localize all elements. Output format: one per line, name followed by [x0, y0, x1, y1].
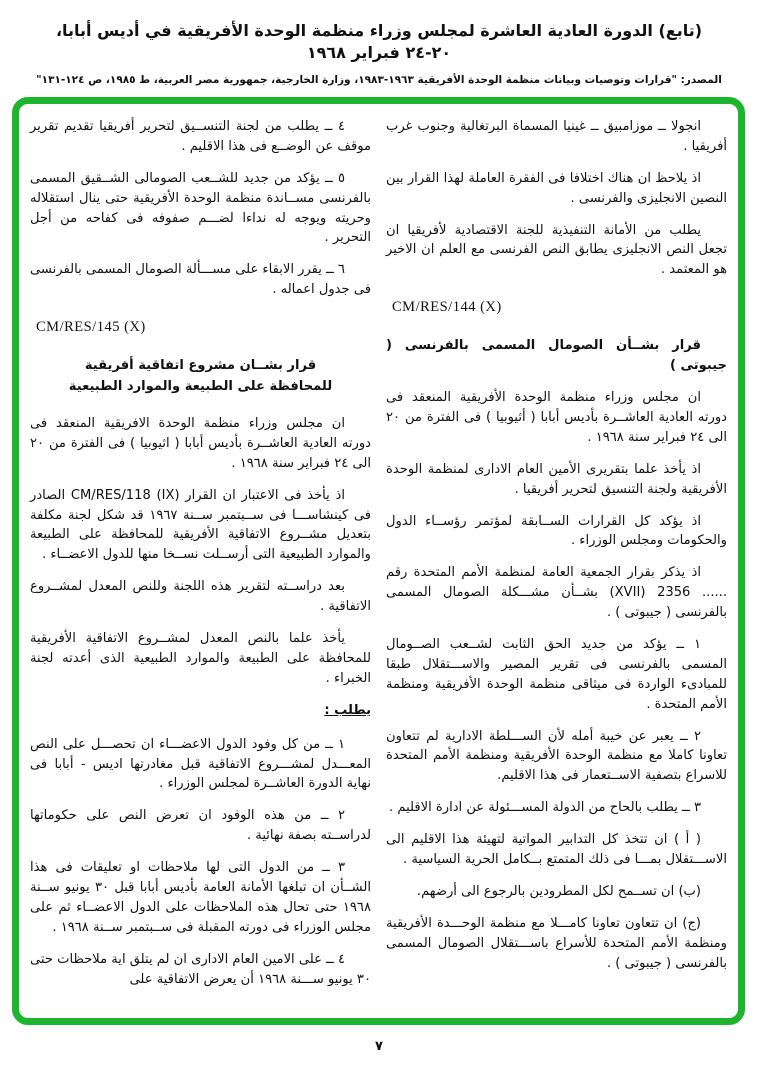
left-column [30, 117, 371, 1008]
paragraph-recalling-un-resolution: اذ يذكر بقرار الجمعية العامة لمنظمة الأمم المتحدة رقم ...... 2356 (XVII) بشــأن مشـــكلة الصومال المسمى بالفرنسى ( جيبوتى ) . [386, 565, 727, 621]
request-item-4: ٤ ــ على الامين العام الادارى ان لم يتلق اية ملاحظات حتى ٣٠ يونيو ســـنة ١٩٦٨ أن يعرض الاتفاقية على [30, 951, 371, 987]
resolution-title-145-line2: للمحافظة على الطبيعة والموارد الطبيعية [68, 379, 333, 395]
resolution-title-145-line1: قرار بشــان مشروع اتفاقية أفريقية [84, 358, 317, 374]
resolution-title-145 [30, 356, 371, 398]
list-item-4: ٤ ــ يطلب من لجنة التنســيق لتحرير أفريقيا تقديم تقرير موقف عن الوضــع فى هذا الاقليم . [30, 119, 371, 154]
resolution-title-144: قرار بشــأن الصومال المسمى بالفرنسى ( جيبوتى ) [386, 338, 727, 374]
list-item-1: ١ ــ يؤكد من جديد الحق الثابت لشــعب الصــومال المسمى بالفرنسى فى تقرير المصير والاســـتقلال طبقا للمبادىء الواردة فى ميثاقى منظمة الوحدة الأفريقية ومنظمة الأمم المتحدة . [386, 636, 727, 712]
page-footer [0, 1035, 758, 1054]
list-item-3b: (ب) ان تســمح لكل المطرودين بالرجوع الى أرضهم. [416, 883, 701, 899]
page-title: (تابع) الدورة العادية العاشرة لمجلس وزراء منظمة الوحدة الأفريقية في أديس أبابا، ٢٠-٢٤ فبراير ١٩٦٨ [55, 21, 703, 63]
paragraph-considering-res-118: اذ يأخذ فى الاعتبار ان القرار CM/RES/118 (IX) الصادر فى كينشاســـا فى ســبتمبر ســنة ١٩٦٧ قد شكل لجنة مكلفة بتعديل مشــروع الاتفاقية الأفريقية للمحافظة على الطبيعة والموارد الطبيعية التى أرســلت نســخا منها للدول الاعضــاء . [30, 487, 371, 563]
source-line: المصدر: "قرارات وتوصيات وبيانات منظمة الوحدة الأفريقية ١٩٦٣-١٩٨٣، وزارة الخارجية، جمهورية مصر العربية، ط ١٩٨٥، ص ١٢٤-١٣١" [36, 73, 722, 86]
paragraph-noting-reports: اذ يأخذ علما بتقريرى الأمين العام الادارى لمنظمة الوحدة الأفريقية ولجنة التنسيق لتحرير أفريقيا . [386, 461, 727, 497]
paragraph-request-eca: يطلب من الأمانة التنفيذية للجنة الاقتصادية لأفريقيا ان تجعل النص الانجليزى يطابق النص الفرنسى مع العلم ان الاخير هو المعتمد . [386, 222, 727, 278]
requests-heading: يطلب : [324, 702, 371, 718]
request-item-2: ٢ ــ من هذه الوفود ان تعرض النص على حكوماتها لدراســته بصفة نهائية . [30, 808, 371, 844]
page-number: ٧ [375, 1039, 383, 1054]
list-item-6: ٦ ــ يقرر الابقاء على مســـألة الصومال المسمى بالفرنسى فى جدول اعماله . [30, 262, 371, 298]
request-item-3: ٣ ــ من الدول التى لها ملاحظات او تعليقات فى هذا الشــأن ان تبلغها الأمانة العامة بأديس أبابا قبل ٣٠ يونيو ســنة ١٩٦٨ حتى تحال هذه الملاحظات على الدول الاعضــاء ثم على مجلس الوزراء فى دورته المقبلة فى ســبتمبر ســنة ١٩٦٨ . [30, 860, 371, 935]
list-item-5: ٥ ــ يؤكد من جديد للشــعب الصومالى الشــقيق المسمى بالفرنسى مســاندة منظمة الوحدة الأفريقية حتى ينال استقلاله وحريته ويوجه له نداءا لضـــم صفوفه فى كفاحه من أجل التحرير . [30, 170, 371, 246]
paragraph-council-session-2: ان مجلس وزراء منظمة الوحدة الافريقية المنعقد فى دورته العادية العاشــرة بأديس أبابا ( اثيوبيا ) فى الفترة من ٢٠ الى ٢٤ فبراير سنة ١٩٦٨ . [30, 416, 371, 471]
resolution-ref-145: CM/RES/145 (X) [36, 319, 146, 336]
paragraph-takes-note: يأخذ علما بالنص المعدل لمشــروع الاتفاقية الأفريقية للمحافظة على الطبيعة والموارد الطبيعية الذى أعدته لجنة الخبراء . [30, 631, 371, 686]
paragraph-having-studied: بعد دراســته لتقرير هذه اللجنة وللنص المعدل لمشــروع الاتفاقية . [30, 579, 371, 615]
resolution-ref-144: CM/RES/144 (X) [392, 299, 502, 316]
paragraph-affirming-resolutions: اذ يؤكد كل القرارات الســابقة لمؤتمر رؤســاء الدول والحكومات ومجلس الوزراء . [386, 513, 727, 549]
request-item-1: ١ ــ من كل وفود الدول الاعضـــاء ان تحصـــل على النص المعـــدل لمشـــروع الاتفاقية قبل مغادرتها اديس - أبابا فى نهاية الدورة العاشــرة لمجلس الوزراء . [30, 736, 371, 792]
paragraph-text-difference: اذ يلاحظ ان هناك اختلافا فى الفقرة العاملة لهذا القرار بين النصين الانجليزى والفرنسى . [386, 170, 727, 206]
right-column [386, 117, 727, 1008]
list-item-3a: ( أ ) ان تتخذ كل التدابير المواتية لتهيئة هذا الاقليم الى الاســـتقلال بمـــا فى ذلك المتمتع بــكامل الحرية السياسية . [386, 832, 727, 867]
content-frame [12, 97, 745, 1025]
paragraph-angola-territories: انجولا ــ موزامبيق ــ غينيا المسماة البرتغالية وجنوب غرب أفريقيا . [386, 119, 727, 154]
list-item-2: ٢ ــ يعبر عن خيبة أمله لأن الســـلطة الادارية لم تتعاون تعاونا كاملا مع منظمة الوحدة الأفريقية ومنظمة الأمم المتحدة للاسراع بتصفية الاســتعمار فى هذا الاقليم. [386, 728, 727, 784]
paragraph-council-session: ان مجلس وزراء منظمة الوحدة الأفريقية المنعقد فى دورته العادية العاشــرة بأديس أبابا ( أثيوبيا ) فى الفترة من ٢٠ الى ٢٤ فبراير سنة ١٩٦٨ . [386, 390, 727, 445]
page-header [0, 0, 758, 86]
list-item-3: ٣ ــ يطلب بالحاح من الدولة المســـئولة عن ادارة الاقليم . [389, 800, 701, 816]
list-item-3c: (ج) ان تتعاون تعاونا كامـــلا مع منظمة الوحـــدة الأفريقية ومنظمة الأمم المتحدة للأسراع باســـتقلال الصومال المسمى بالفرنسى ( جيبوتى ) . [386, 915, 727, 971]
